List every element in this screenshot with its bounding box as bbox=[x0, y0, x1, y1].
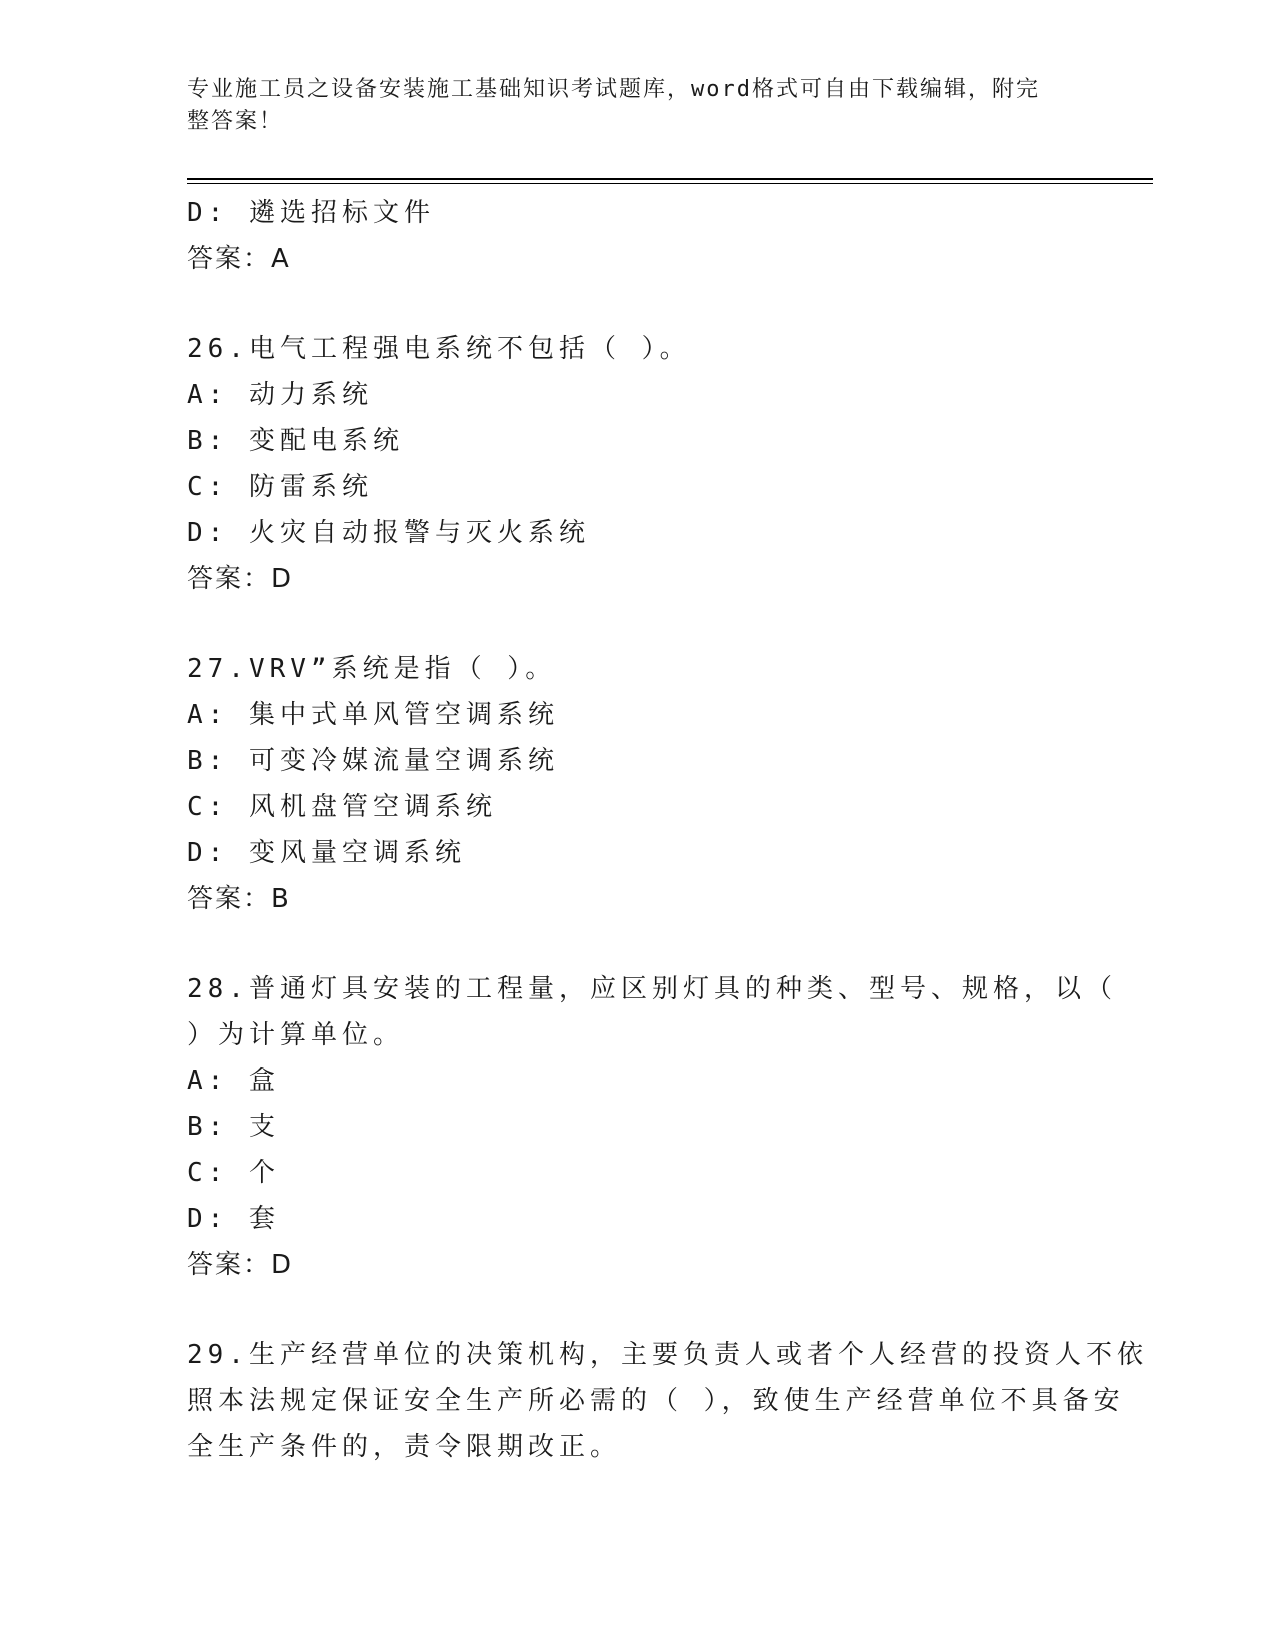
question-stem-line-3: 全生产条件的，责令限期改正。 bbox=[187, 1432, 622, 1462]
option-a: A: 动力系统 bbox=[187, 380, 373, 410]
previous-option-d: D: 遴选招标文件 bbox=[187, 198, 435, 228]
header-line-2: 整答案！ bbox=[187, 109, 284, 134]
question-stem: 27.VRV”系统是指（ ）。 bbox=[187, 654, 557, 684]
option-a: A: 集中式单风管空调系统 bbox=[187, 700, 559, 730]
question-stem-line-2: 照本法规定保证安全生产所必需的（ ），致使生产经营单位不具备安 bbox=[187, 1386, 1125, 1416]
header-divider-thin bbox=[187, 183, 1153, 184]
question-28 bbox=[187, 966, 1117, 1288]
option-c: C: 个 bbox=[187, 1158, 280, 1188]
option-a: A: 盒 bbox=[187, 1066, 280, 1096]
answer: 答案：D bbox=[187, 1250, 294, 1280]
option-d: D: 变风量空调系统 bbox=[187, 838, 466, 868]
answer: 答案：B bbox=[187, 884, 291, 914]
option-b: B: 变配电系统 bbox=[187, 426, 404, 456]
document-body bbox=[187, 190, 1148, 1470]
document-header bbox=[187, 74, 1067, 138]
option-b: B: 可变冷媒流量空调系统 bbox=[187, 746, 559, 776]
question-stem-line-2: ）为计算单位。 bbox=[187, 1020, 405, 1050]
question-26 bbox=[187, 326, 1087, 602]
header-line-1: 专业施工员之设备安装施工基础知识考试题库，word格式可自由下载编辑，附完 bbox=[187, 77, 1040, 102]
answer: 答案：D bbox=[187, 564, 294, 594]
previous-answer: 答案：A bbox=[187, 244, 291, 274]
option-b: B: 支 bbox=[187, 1112, 280, 1142]
question-stem: 26.电气工程强电系统不包括（ ）。 bbox=[187, 334, 691, 364]
option-c: C: 风机盘管空调系统 bbox=[187, 792, 497, 822]
question-stem-line-1: 28.普通灯具安装的工程量，应区别灯具的种类、型号、规格，以（ bbox=[187, 974, 1117, 1004]
option-c: C: 防雷系统 bbox=[187, 472, 373, 502]
question-stem-line-1: 29.生产经营单位的决策机构，主要负责人或者个人经营的投资人不依 bbox=[187, 1340, 1148, 1370]
question-27 bbox=[187, 646, 1087, 922]
header-divider-thick bbox=[187, 178, 1153, 180]
option-d: D: 火灾自动报警与灭火系统 bbox=[187, 518, 590, 548]
question-29 bbox=[187, 1332, 1148, 1470]
option-d: D: 套 bbox=[187, 1204, 280, 1234]
